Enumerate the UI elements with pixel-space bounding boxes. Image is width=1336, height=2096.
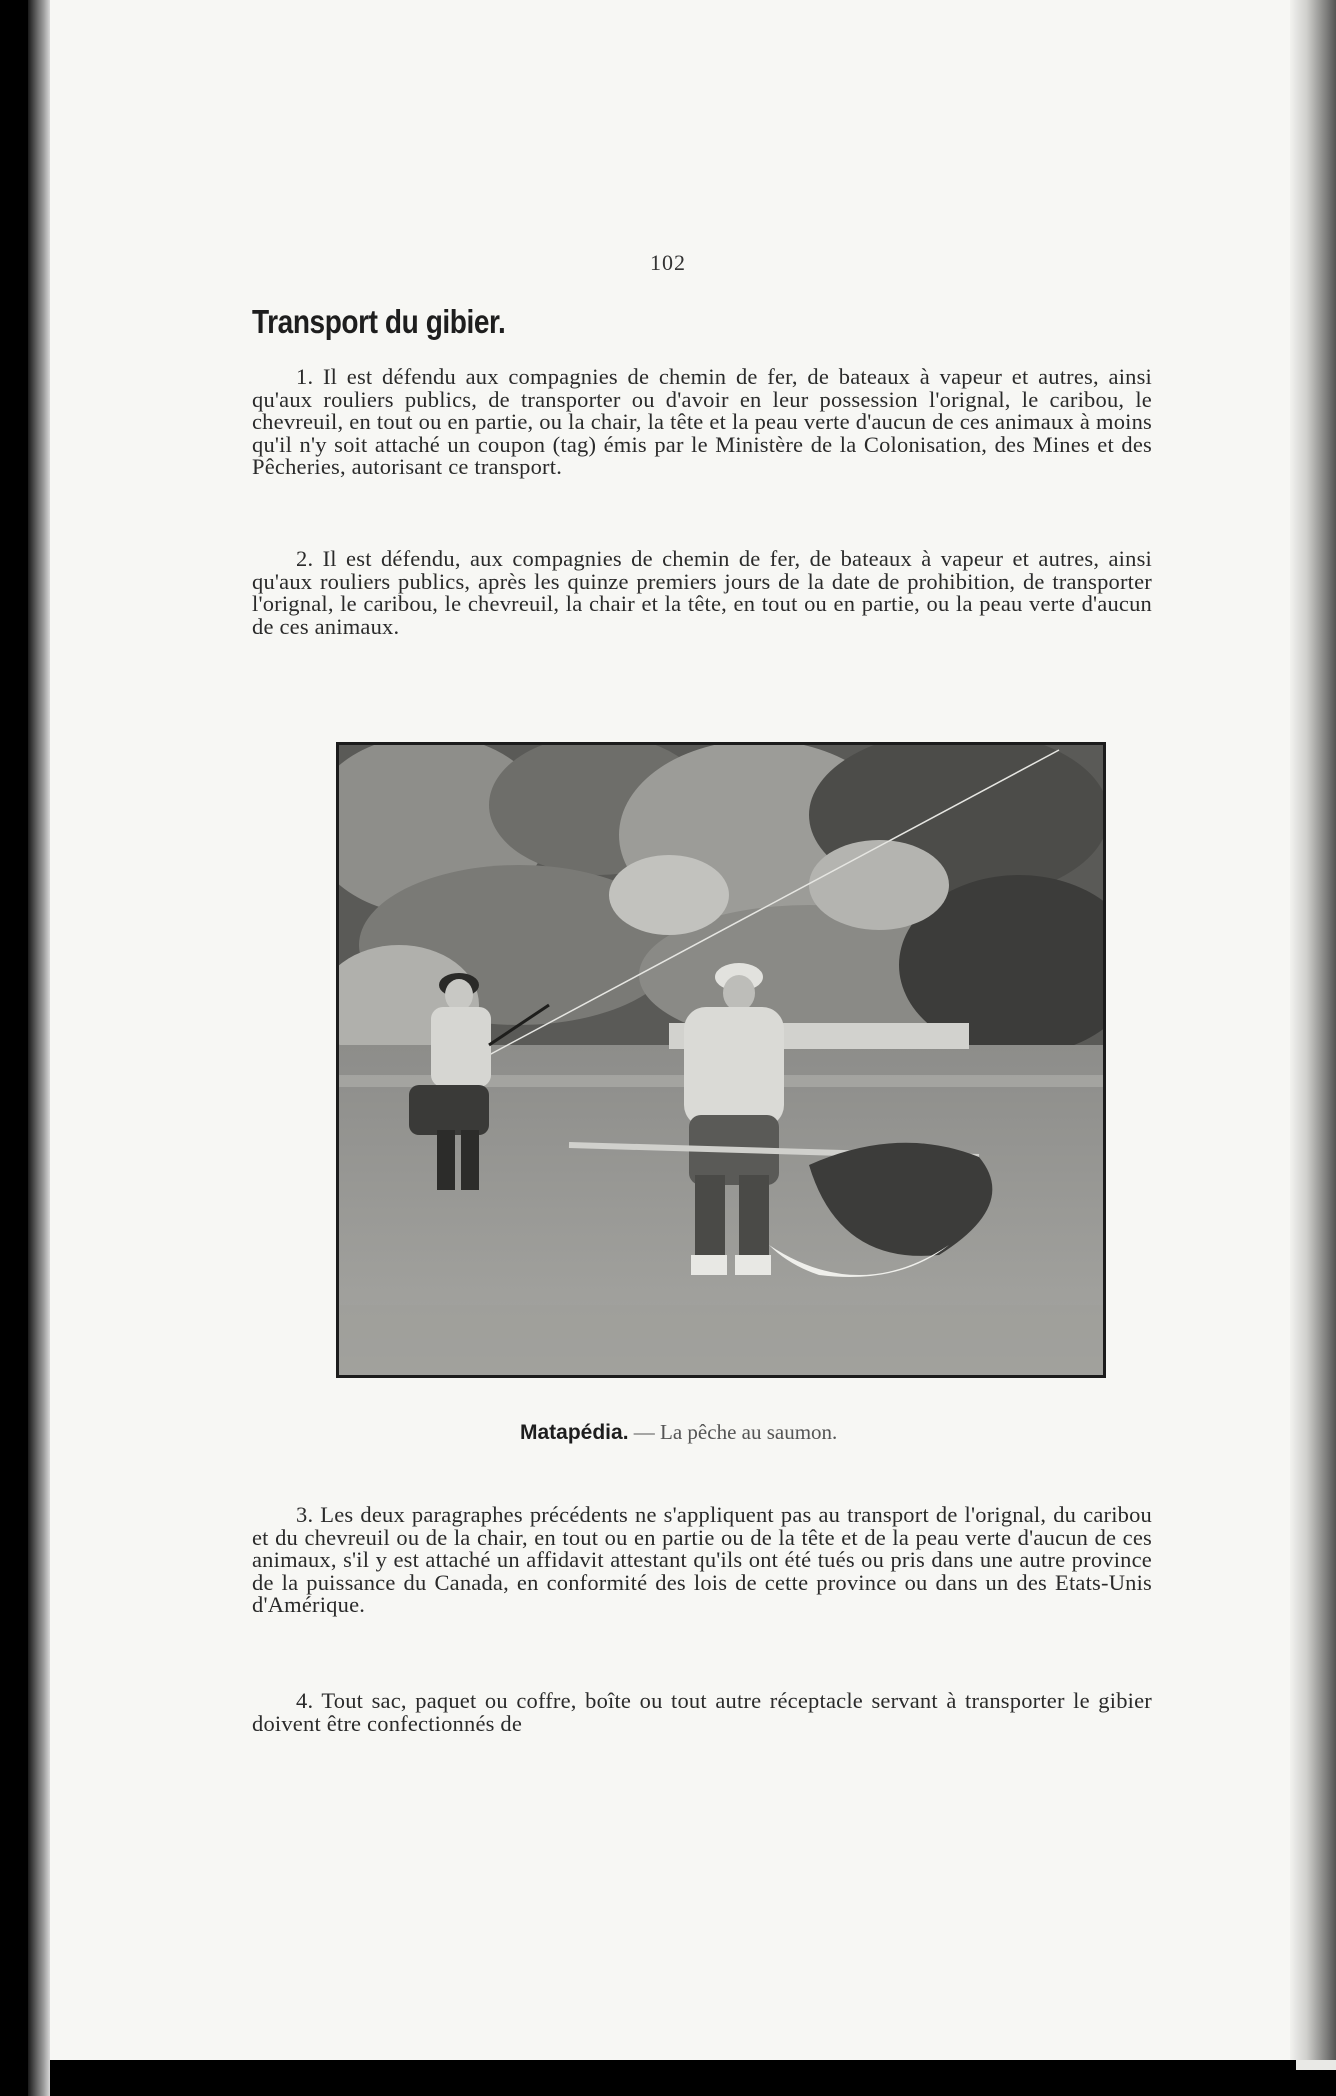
caption-description: La pêche au saumon.: [660, 1420, 838, 1444]
photo-illustration: [339, 745, 1103, 1375]
paragraph-2: 2. Il est défendu, aux compagnies de chemin de fer, de bateaux à vapeur et autres, ainsi qu'aux rouliers publics, après les quinze premiers jours de la date de prohibition, de transporter l'orignal, le caribou, le chevreuil, la chair et la tête, en tout ou en partie, ou la peau verte d'aucun de ces animaux.: [252, 546, 1152, 639]
caption-separator: —: [633, 1420, 655, 1444]
salmon-fishing-photo: [336, 742, 1106, 1378]
paragraph-3: 3. Les deux paragraphes précédents ne s'appliquent pas au transport de l'orignal, du caribou et du chevreuil ou de la chair, en tout ou en partie ou de la tête et de la peau verte d'aucun de ces animaux, s'il y est attaché un affidavit attestant qu'ils ont été tués ou pris dans une autre province de la puissance du Canada, en conformité des lois de cette province ou dans un des Etats-Unis d'Amérique.: [252, 1502, 1152, 1618]
section-title: Transport du gibier.: [252, 303, 506, 340]
paragraph-1: 1. Il est défendu aux compagnies de chemin de fer, de bateaux à vapeur et autres, ainsi qu'aux rouliers publics, de transporter ou d'avoir en leur possession l'orignal, le caribou, le chevreuil, en tout ou en partie, ou la chair, la tête et la peau verte d'aucun de ces animaux à moins qu'il n'y soit attaché un coupon (tag) émis par le Ministère de la Colonisation, des Mines et des Pêcheries, autorisant ce transport.: [252, 364, 1152, 480]
caption-place: Matapédia.: [520, 1421, 629, 1444]
photo-caption: [520, 1420, 1040, 1445]
page-right-edge: [1290, 0, 1336, 2060]
page-number: 102: [650, 250, 686, 275]
page-left-edge: [28, 0, 50, 2096]
paragraph-4: 4. Tout sac, paquet ou coffre, boîte ou tout autre réceptacle servant à transporter le gibier doivent être confectionnés de: [252, 1688, 1152, 1736]
